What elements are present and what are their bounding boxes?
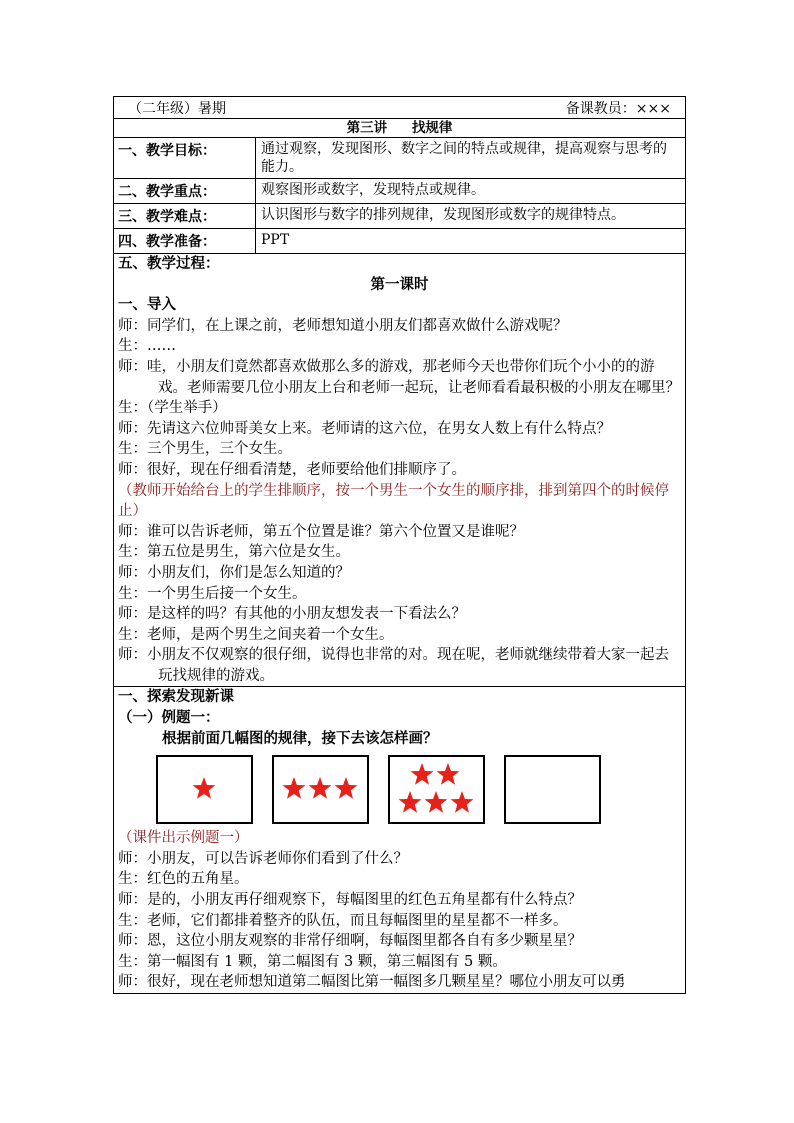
figure-2-stars (274, 757, 367, 822)
dialogue-line: 生：（学生举手） (118, 400, 227, 417)
dialogue-line: 师：是的，小朋友再仔细观察下，每幅图里的红色五角星都有什么特点？ (118, 892, 582, 909)
objective-row (114, 138, 685, 179)
preparation-value: PPT (261, 232, 290, 248)
example-label: （一）例题一： (118, 709, 220, 727)
red-star-icon (193, 777, 216, 799)
header-row (114, 97, 685, 119)
dialogue-line: 师：哇，小朋友们竟然都喜欢做那么多的游戏，那老师今天也带你们玩个小小的的游戏。老师需要几位小朋友上台和老师一起玩，让老师看看最积极的小朋友在哪里？ (118, 358, 680, 396)
objective-label: 一、教学目标： (114, 138, 256, 178)
dialogue-line: 师：很好，现在老师想知道第二幅图比第一幅图多几颗星星？哪位小朋友可以勇 (118, 974, 626, 991)
process-heading: 五、教学过程： (118, 255, 220, 272)
preparation-label: 四、教学准备： (114, 229, 256, 253)
dialogue-line: 师：同学们，在上课之前，老师想知道小朋友们都喜欢做什么游戏呢？ (118, 317, 568, 334)
dialogue-line: 师：小朋友不仅观察的很仔细，说得也非常的对。现在呢，老师就继续带着大家一起去玩找规律的游戏。 (118, 647, 669, 684)
dialogue-line: 生：红色的五角星。 (118, 871, 249, 888)
dialogue-line: 生：老师，它们都排着整齐的队伍，而且每幅图里的星星都不一样多。 (118, 912, 568, 929)
lesson-title (114, 119, 685, 138)
dialogue-line: 师：很好，现在仔细看清楚，老师要给他们排顺序了。 (118, 461, 466, 478)
red-star-icon (437, 763, 460, 785)
dialogue-line: 生：第一幅图有 1 颗，第二幅图有 3 颗，第三幅图有 5 颗。 (118, 953, 507, 970)
red-star-icon (451, 791, 474, 813)
difficulty-value: 认识图形与数字的排列规律，发现图形或数字的规律特点。 (261, 207, 625, 223)
lesson-topic: 找规律 (411, 120, 453, 136)
dialogue-line: 师：谁可以告诉老师，第五个位置是谁？第六个位置又是谁呢？ (118, 523, 524, 540)
teacher-label: 备课教员：××× (565, 100, 671, 117)
difficulty-row (114, 204, 685, 229)
star-pattern-figures (118, 749, 681, 828)
figure-4-blank (504, 755, 601, 824)
process-section (114, 254, 685, 687)
dialogue-line: 师：小朋友们，你们是怎么知道的？ (118, 564, 350, 581)
key-point-row (114, 179, 685, 204)
grade-term: （二年级）暑期 (128, 100, 226, 117)
intro-heading: 一、导入 (118, 296, 176, 314)
key-point-value: 观察图形或数字，发现特点或规律。 (261, 182, 485, 198)
objective-value: 通过观察，发现图形、数字之间的特点或规律，提高观察与思考的能力。 (261, 141, 667, 175)
figure-4-stars (506, 757, 599, 822)
red-star-icon (399, 791, 422, 813)
key-point-label: 二、教学重点： (114, 179, 256, 203)
dialogue-line: 生：一个男生后接一个女生。 (118, 585, 307, 602)
figure-2 (272, 755, 369, 824)
period-title: 第一课时 (370, 275, 429, 293)
dialogue-line: 师：小朋友，可以告诉老师你们看到了什么？ (118, 850, 408, 867)
explore-heading: 一、探索发现新课 (118, 688, 234, 706)
lesson-plan-table (113, 96, 686, 994)
figure-3 (388, 755, 485, 824)
figure-1-stars (158, 757, 251, 822)
red-star-icon (335, 777, 358, 799)
figure-3-stars (390, 757, 483, 822)
dialogue-line: 生：三个男生，三个女生。 (118, 441, 292, 458)
dialogue-line: 师：是这样的吗？有其他的小朋友想发表一下看法么？ (118, 606, 466, 623)
example-question: 根据前面几幅图的规律，接下去该怎样画？ (162, 729, 438, 747)
red-star-icon (425, 791, 448, 813)
dialogue-line: 生：第五位是男生，第六位是女生。 (118, 544, 350, 561)
dialogue-line: 生：老师，是两个男生之间夹着一个女生。 (118, 626, 394, 643)
preparation-row (114, 229, 685, 254)
teacher-action-note: （教师开始给台上的学生排顺序，按一个男生一个女生的顺序排，排到第四个的时候停止） (118, 482, 669, 520)
difficulty-label: 三、教学难点： (114, 204, 256, 228)
courseware-note: （课件出示例题一） (118, 830, 249, 847)
dialogue-line: 师：恩，这位小朋友观察的非常仔细啊，每幅图里都各自有多少颗星星？ (118, 933, 582, 950)
red-star-icon (283, 777, 306, 799)
red-star-icon (411, 763, 434, 785)
dialogue-line: 生：…… (118, 338, 176, 355)
dialogue-line: 师：先请这六位帅哥美女上来。老师请的这六位，在男女人数上有什么特点？ (118, 420, 611, 437)
red-star-icon (309, 777, 332, 799)
explore-section (114, 687, 685, 993)
figure-1 (156, 755, 253, 824)
lesson-number: 第三讲 (346, 120, 388, 136)
